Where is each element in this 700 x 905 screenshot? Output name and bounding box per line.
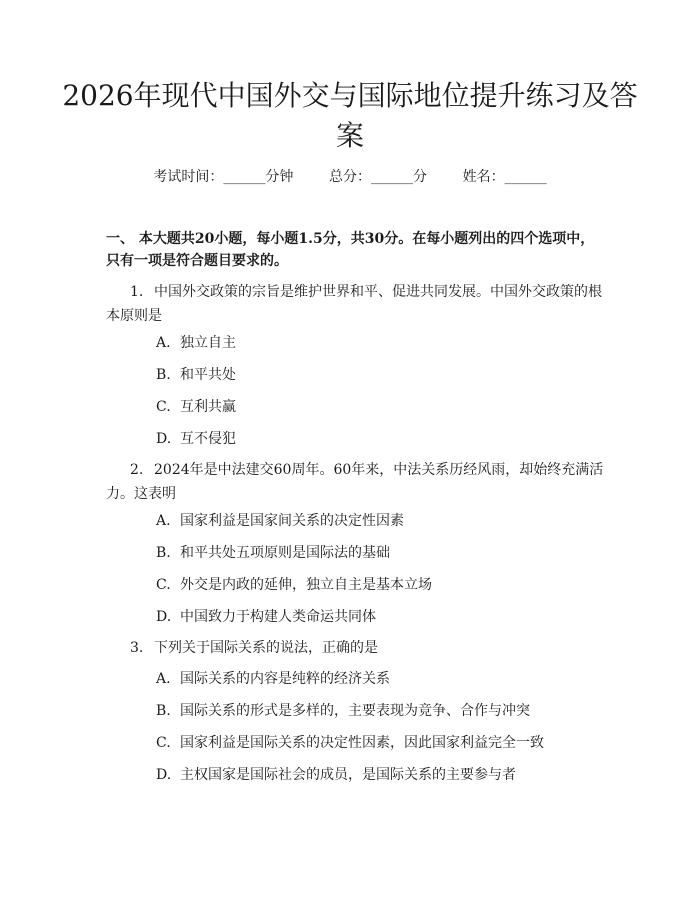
question-3-option-b bbox=[156, 701, 530, 721]
question-1-option-b bbox=[156, 365, 236, 385]
option-text: 互利共赢 bbox=[180, 399, 236, 415]
option-text: 主权国家是国际社会的成员，是国际关系的主要参与者 bbox=[180, 767, 516, 783]
question-1-option-c bbox=[156, 397, 236, 417]
question-number: 3. bbox=[130, 640, 144, 656]
option-text: 外交是内政的延伸，独立自主是基本立场 bbox=[180, 577, 432, 593]
option-text: 国家利益是国际关系的决定性因素，因此国家利益完全一致 bbox=[180, 735, 544, 751]
question-2-option-a bbox=[156, 511, 404, 531]
option-letter: A. bbox=[156, 513, 171, 529]
option-letter: A. bbox=[156, 335, 171, 351]
option-letter: B. bbox=[156, 367, 171, 383]
option-text: 国家利益是国家间关系的决定性因素 bbox=[180, 513, 404, 529]
total-score-label: 总分：______分 bbox=[329, 169, 427, 185]
question-3 bbox=[106, 636, 606, 660]
option-letter: C. bbox=[156, 735, 171, 751]
question-number: 1. bbox=[130, 284, 144, 300]
option-letter: B. bbox=[156, 703, 171, 719]
question-1 bbox=[106, 280, 606, 328]
exam-info-line bbox=[0, 167, 700, 187]
option-letter: D. bbox=[156, 431, 172, 447]
question-2 bbox=[106, 458, 606, 506]
option-text: 中国致力于构建人类命运共同体 bbox=[180, 609, 376, 625]
question-1-option-d bbox=[156, 429, 236, 449]
question-3-option-c bbox=[156, 733, 544, 753]
question-2-option-d bbox=[156, 607, 376, 627]
question-2-option-b bbox=[156, 543, 390, 563]
option-letter: B. bbox=[156, 545, 171, 561]
exam-time-label: 考试时间：______分钟 bbox=[153, 169, 294, 185]
name-label: 姓名：______ bbox=[462, 169, 547, 185]
question-1-option-a bbox=[156, 333, 236, 353]
question-2-option-c bbox=[156, 575, 432, 595]
option-text: 独立自主 bbox=[180, 335, 236, 351]
option-text: 互不侵犯 bbox=[180, 431, 236, 447]
document-title: 2026年现代中国外交与国际地位提升练习及答案 bbox=[62, 79, 638, 152]
question-3-option-d bbox=[156, 765, 516, 785]
option-letter: C. bbox=[156, 577, 171, 593]
option-letter: D. bbox=[156, 609, 172, 625]
option-text: 和平共处 bbox=[180, 367, 236, 383]
option-text: 和平共处五项原则是国际法的基础 bbox=[180, 545, 390, 561]
option-letter: A. bbox=[156, 671, 171, 687]
option-text: 国际关系的内容是纯粹的经济关系 bbox=[180, 671, 390, 687]
question-stem: 下列关于国际关系的说法，正确的是 bbox=[154, 640, 378, 656]
section-heading: 一、 本大题共20小题，每小题1.5分，共30分。在每小题列出的四个选项中，只有一项是符合题目要求的。 bbox=[106, 231, 595, 269]
option-letter: D. bbox=[156, 767, 172, 783]
question-3-option-a bbox=[156, 669, 390, 689]
option-text: 国际关系的形式是多样的，主要表现为竞争、合作与冲突 bbox=[180, 703, 530, 719]
question-stem: 2024年是中法建交60周年。60年来，中法关系历经风雨，却始终充满活力。这表明 bbox=[106, 462, 604, 502]
option-letter: C. bbox=[156, 399, 171, 415]
question-number: 2. bbox=[130, 462, 144, 478]
question-stem: 中国外交政策的宗旨是维护世界和平、促进共同发展。中国外交政策的根本原则是 bbox=[106, 284, 602, 324]
